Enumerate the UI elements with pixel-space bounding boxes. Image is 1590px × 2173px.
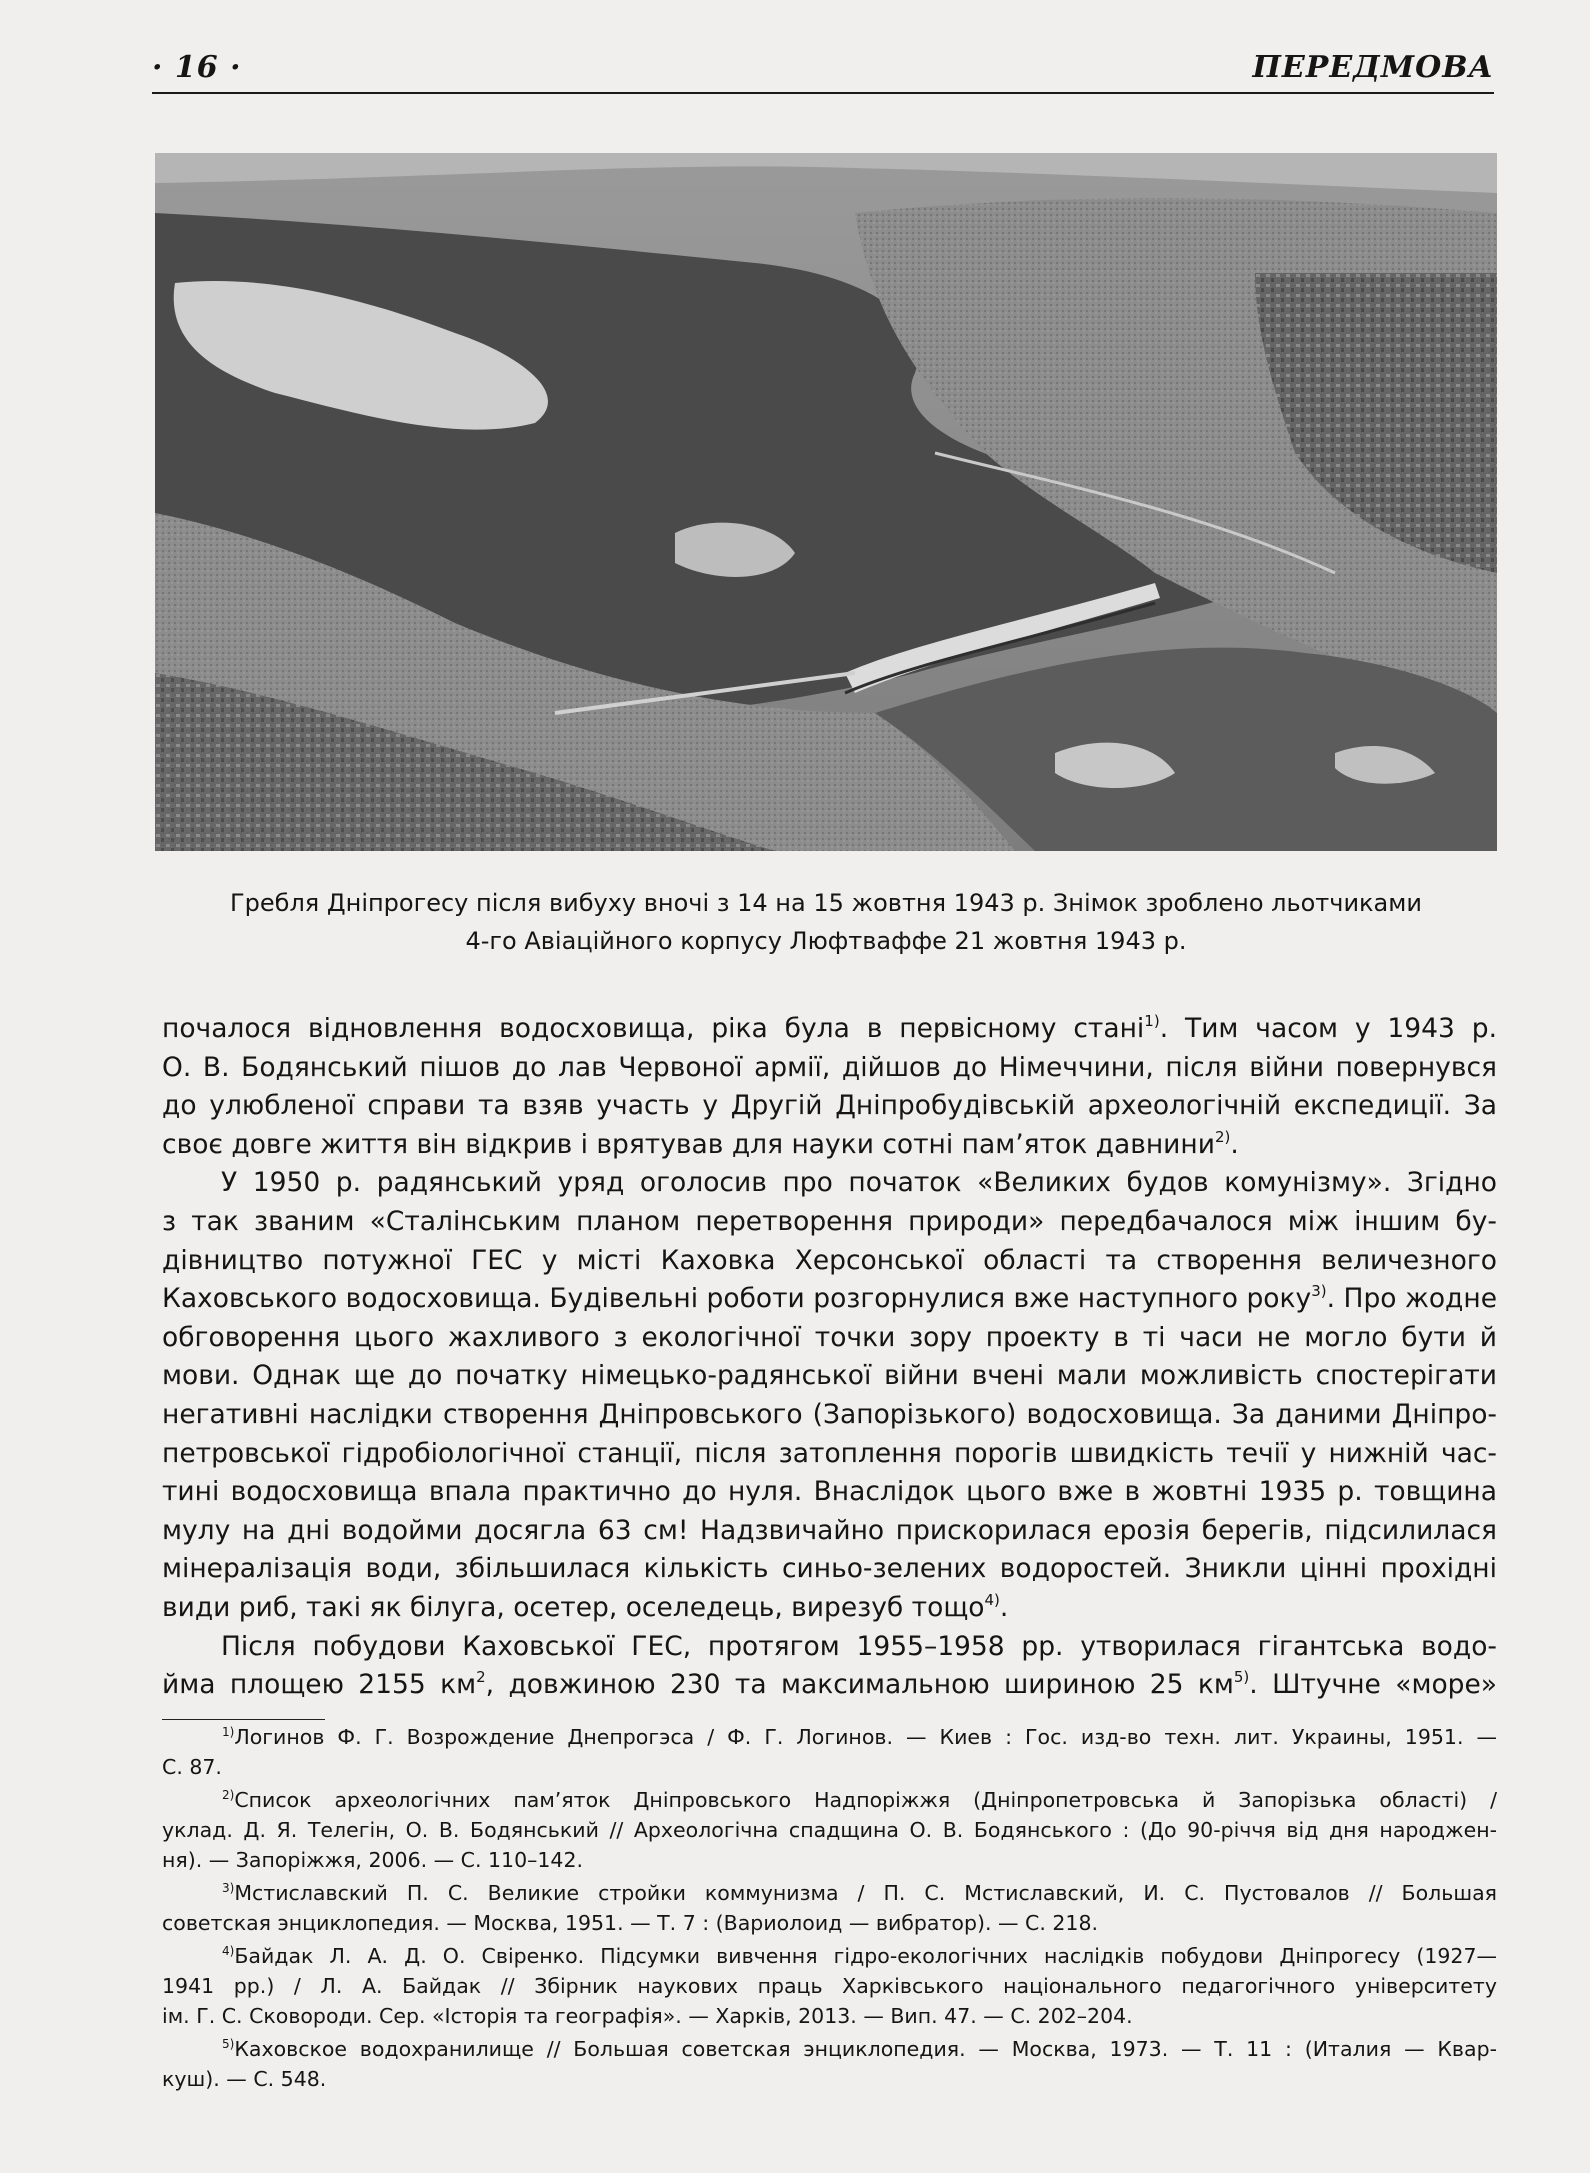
figure-caption [155,884,1497,960]
paragraph [162,1628,1497,1705]
footnote-line: уклад. Д. Я. Телегін, О. В. Бодянський // Археологічна спадщина О. В. Бодянського : (До 90-річчя від дня народжен- [162,1818,1497,1842]
text-line: тині водосховища впала практично до нуля. Внаслідок цього вже в жовтні 1935 р. товщина [162,1476,1497,1508]
text-line: почалося відновлення водосховища, ріка була в первісному стані$^{1)}$. Тим часом у 1943 р. [162,1012,1497,1044]
footnote-ref[interactable]: 1) [1144,1012,1160,1030]
footnote-line: советская энциклопедия. — Москва, 1951. — Т. 7 : (Вариолоид — вибратор). — С. 218. [162,1911,1099,1935]
text-line: мулу на дні водойми досягла 63 см! Надзвичайно прискорилася ерозія берегів, підсилилася [162,1514,1497,1546]
footnote-3 [162,1878,1497,1938]
text-line: обговорення цього жахливого з екологічної точки зору проекту в ті часи не могло бути й [162,1321,1497,1353]
footnote-line: куш). — С. 548. [162,2067,327,2091]
text-line: з так званим «Сталінським планом перетворення природи» передбачалося між іншим бу- [162,1205,1497,1237]
text-line: своє довге життя він відкрив і врятував для науки сотні пам’яток давнини$^{2)}$. [162,1127,1239,1160]
footnote-ref[interactable]: 2) [1214,1127,1231,1146]
text-line: О. В. Бодянський пішов до лав Червоної армії, дійшов до Німеччини, після війни повернувся [162,1051,1497,1083]
footnote-separator [162,1719,325,1720]
footnote-ref[interactable]: 5) [1233,1668,1250,1687]
paragraph [162,1164,1497,1627]
text-line: Каховського водосховища. Будівельні роботи розгорнулися вже наступного року$^{3)}$. Про жодне [162,1282,1497,1315]
footnote-line: $^{1)}$Логинов Ф. Г. Возрождение Днепрогэса / Ф. Г. Логинов. — Киев : Гос. изд-во техн. лит. Украины, 1951. — [222,1725,1497,1749]
footnote-marker: 5) [222,2037,235,2051]
footnote-marker: 4) [222,1944,235,1958]
footnote-line: 1941 рр.) / Л. А. Байдак // Збірник наукових праць Харківського національного педагогічного університету [162,1974,1497,1998]
footnotes [162,1722,1497,2097]
footnote-line: ім. Г. С. Сковороди. Сер. «Історія та географія». — Харків, 2013. — Вип. 47. — С. 202–204. [162,2004,1133,2028]
page-header [152,46,1494,94]
text-line: дівництво потужної ГЕС у місті Каховка Херсонської області та створення величезного [162,1244,1497,1276]
page-number: · 16 · [152,50,242,85]
footnote-marker: 2) [222,1788,235,1802]
text-line: Після побудови Каховської ГЕС, протягом 1955–1958 рр. утворилася гігантська водо- [221,1630,1497,1662]
text-line: види риб, такі як білуга, осетер, оселедець, вирезуб тощо$^{4)}$. [162,1590,1009,1623]
footnote-line: $^{4)}$Байдак Л. А. Д. О. Свіренко. Підсумки вивчення гідро-екологічних наслідків побудови Дніпрогесу (1927— [222,1944,1497,1968]
superscript: 2 [476,1668,486,1687]
photo-illustration [155,153,1497,851]
paragraph [162,1010,1497,1164]
text-line: мінералізація води, збільшилася кількість синьо-зелених водоростей. Зникли цінні прохідні [162,1553,1497,1585]
footnote-marker: 1) [222,1725,235,1739]
footnote-line: ня). — Запоріжжя, 2006. — С. 110–142. [162,1848,584,1872]
aerial-photo-dam [155,153,1497,851]
footnote-4 [162,1941,1497,2031]
footnote-line: $^{5)}$Каховское водохранилище // Большая советская энциклопедия. — Москва, 1973. — Т. 11 : (Италия — Квар- [222,2037,1497,2061]
footnote-5 [162,2034,1497,2094]
footnote-1 [162,1722,1497,1782]
footnote-ref[interactable]: 3) [1311,1282,1327,1301]
footnote-line: С. 87. [162,1755,222,1779]
text-line: У 1950 р. радянський уряд оголосив про початок «Великих будов комунізму». Згідно [221,1167,1497,1199]
footnote-ref[interactable]: 4) [984,1590,1000,1609]
text-line: негативні наслідки створення Дніпровського (Запорізького) водосховища. За даними Дніпро- [162,1398,1497,1430]
text-line: до улюбленої справи та взяв участь у Другій Дніпробудівській археологічній експедиції. За [162,1090,1497,1122]
running-head: ПЕРЕДМОВА [1252,50,1494,85]
caption-line: Гребля Дніпрогесу після вибуху вночі з 14 на 15 жовтня 1943 р. Знімок зроблено льотчиками [230,889,1422,917]
footnote-line: $^{2)}$Список археологічних пам’яток Дніпровського Надпоріжжя (Дніпропетровська й Запорізька області) / [222,1788,1497,1812]
text-line: йма площею 2155 $км^2$, довжиною 230 та максимальною шириною 25 $км^{5)}$. Штучне «море» [162,1668,1497,1701]
caption-line: 4-го Авіаційного корпусу Люфтваффе 21 жовтня 1943 р. [465,927,1187,955]
footnote-line: $^{3)}$Мстиславский П. С. Великие стройки коммунизма / П. С. Мстиславский, И. С. Пустовалов // Большая [222,1881,1497,1905]
footnote-marker: 3) [222,1881,235,1895]
main-text [162,1010,1497,1705]
footnote-2 [162,1785,1497,1875]
text-line: мови. Однак ще до початку німецько-радянської війни вчені мали можливість спостерігати [162,1360,1497,1392]
text-line: петровської гідробіологічної станції, після затоплення порогів швидкість течії у нижній час- [162,1437,1497,1469]
